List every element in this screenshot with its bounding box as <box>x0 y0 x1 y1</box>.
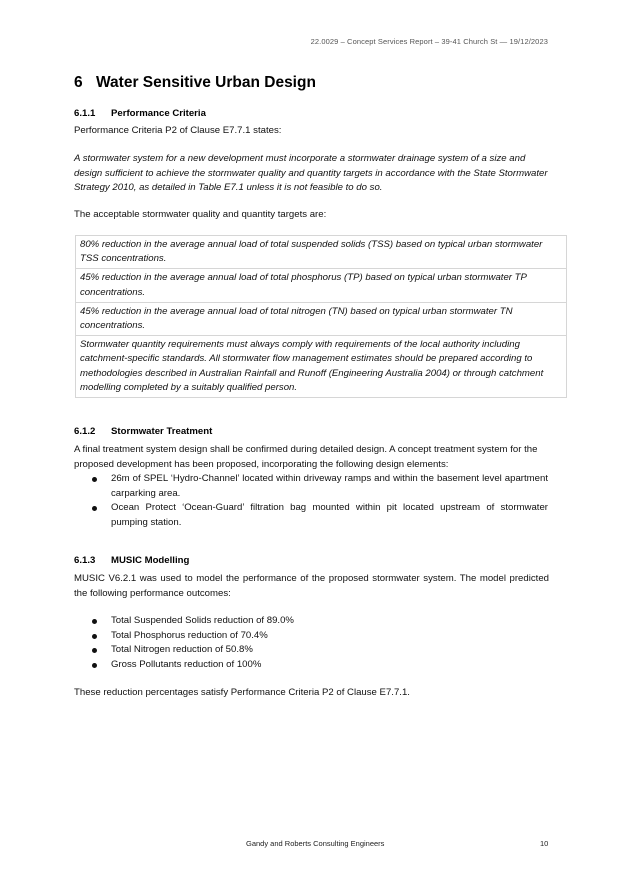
list-item: Total Nitrogen reduction of 50.8% <box>92 643 548 658</box>
subsection-number: 6.1.1 <box>74 108 96 119</box>
subsection-title: Stormwater Treatment <box>111 426 213 437</box>
section-title: Water Sensitive Urban Design <box>96 74 316 91</box>
running-header: 22.0029 – Concept Services Report – 39-41 Church St — 19/12/2023 <box>310 37 548 46</box>
performance-outcomes-list <box>92 614 548 672</box>
target-row-tp: 45% reduction in the average annual load of total phosphorus (TP) based on typical urban stormwater TP concentrations. <box>76 269 566 302</box>
list-item: Total Suspended Solids reduction of 89.0% <box>92 614 548 629</box>
subsection-heading-stormwater-treatment <box>74 426 212 437</box>
footer-company: Gandy and Roberts Consulting Engineers <box>246 839 385 848</box>
list-item: Gross Pollutants reduction of 100% <box>92 658 548 673</box>
subsection-heading-music-modelling <box>74 555 189 566</box>
bullet-icon <box>92 619 97 624</box>
bullet-icon <box>92 634 97 639</box>
page-number: 10 <box>540 839 549 848</box>
bullet-icon <box>92 663 97 668</box>
target-row-tn: 45% reduction in the average annual load of total nitrogen (TN) based on typical urban stormwater TN concentrations. <box>76 303 566 336</box>
list-item: Ocean Protect ‘Ocean-Guard’ filtration bag mounted within pit located upstream of stormwater pumping station. <box>92 501 548 530</box>
subsection-title: Performance Criteria <box>111 108 206 119</box>
treatment-elements-list <box>92 472 548 530</box>
target-row-quantity: Stormwater quantity requirements must always comply with requirements of the local authority including catchment-specific standards. All stormwater flow management estimates should be prepared according to methodologies described in Australian Rainfall and Runoff (Engineering Australia 2004) or through catchment modelling completed by a suitably qualified person. <box>80 339 544 393</box>
subsection-title: MUSIC Modelling <box>111 555 190 566</box>
performance-intro: Performance Criteria P2 of Clause E7.7.1 states: <box>74 125 282 136</box>
list-item: Total Phosphorus reduction of 70.4% <box>92 629 548 644</box>
list-item: 26m of SPEL ‘Hydro-Channel’ located within driveway ramps and within the basement level apartment carparking area. <box>92 472 548 501</box>
bullet-icon <box>92 506 97 511</box>
criteria-quote: A stormwater system for a new development must incorporate a stormwater drainage system of a size and design sufficient to achieve the stormwater quality and quantity targets in accordance with the State Stormwater Strategy 2010, as detailed in Table E7.1 unless it is not feasible to do so. <box>74 153 548 194</box>
music-paragraph: MUSIC V6.2.1 was used to model the performance of the proposed stormwater system. The model predicted the following performance outcomes: <box>74 573 549 599</box>
targets-intro: The acceptable stormwater quality and quantity targets are: <box>74 209 327 220</box>
treatment-paragraph: A final treatment system design shall be confirmed during detailed design. A concept treatment system for the proposed development has been proposed, incorporating the following design elements: <box>74 444 538 470</box>
subsection-heading-performance-criteria <box>74 108 206 119</box>
bullet-icon <box>92 648 97 653</box>
bullet-icon <box>92 477 97 482</box>
subsection-number: 6.1.2 <box>74 426 96 437</box>
target-row-tss: 80% reduction in the average annual load of total suspended solids (TSS) based on typical urban stormwater TSS concentrations. <box>76 236 566 269</box>
targets-table <box>75 235 567 398</box>
section-heading <box>74 74 316 92</box>
section-number: 6 <box>74 74 83 91</box>
conclusion-paragraph: These reduction percentages satisfy Performance Criteria P2 of Clause E7.7.1. <box>74 687 410 698</box>
subsection-number: 6.1.3 <box>74 555 96 566</box>
